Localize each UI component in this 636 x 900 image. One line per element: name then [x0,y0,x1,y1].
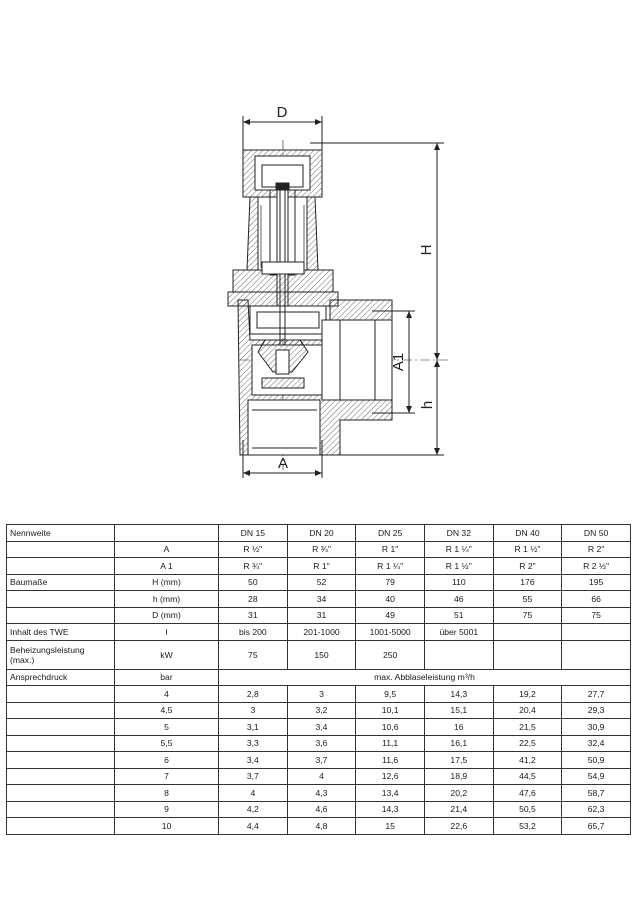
table-cell [7,702,115,719]
value-cell: 79 [356,574,425,591]
value-cell [424,640,493,669]
value-cell [562,640,631,669]
value-cell: 3,7 [287,752,356,769]
value-cell: 22,5 [493,735,562,752]
value-cell: R 1 ½" [424,558,493,575]
pressure-row [7,702,631,719]
dimension-row [7,591,631,608]
dimension-row [7,558,631,575]
value-cell: 17,5 [424,752,493,769]
table-cell [7,719,115,736]
bar-cell: 7 [115,768,219,785]
pressure-header-row [7,669,631,686]
value-cell: 3,1 [219,719,288,736]
value-cell: 1001-5000 [356,624,425,641]
bar-cell: 9 [115,801,219,818]
value-cell: 3 [287,686,356,703]
value-cell: 62,3 [562,801,631,818]
unit-cell: l [115,624,219,641]
value-cell: 2,8 [219,686,288,703]
twe-label: Inhalt des TWE [7,624,115,641]
value-cell: 14,3 [424,686,493,703]
dimension-label-d: D [276,104,288,121]
unit-cell: kW [115,640,219,669]
bar-cell: 5 [115,719,219,736]
value-cell: 58,7 [562,785,631,802]
value-cell: 3,3 [219,735,288,752]
value-cell: 19,2 [493,686,562,703]
value-cell [493,624,562,641]
value-cell: 3,6 [287,735,356,752]
table-cell [7,558,115,575]
value-cell: R 1 ½" [493,541,562,558]
dimension-label-a1: A1 [390,352,407,372]
value-cell: 18,9 [424,768,493,785]
pressure-row [7,768,631,785]
value-cell: R ¾" [287,541,356,558]
value-cell: 52 [287,574,356,591]
dimension-row [7,574,631,591]
value-cell: 21,4 [424,801,493,818]
value-cell: 75 [562,607,631,624]
value-cell: 22,6 [424,818,493,835]
value-cell: 34 [287,591,356,608]
value-cell: 4,2 [219,801,288,818]
value-cell: 12,6 [356,768,425,785]
column-header: DN 20 [287,525,356,542]
value-cell: 176 [493,574,562,591]
value-cell: 20,4 [493,702,562,719]
value-cell: 110 [424,574,493,591]
value-cell: 150 [287,640,356,669]
pressure-row [7,801,631,818]
value-cell: 16 [424,719,493,736]
value-cell: R 1" [356,541,425,558]
value-cell: 50,9 [562,752,631,769]
value-cell: 50,5 [493,801,562,818]
value-cell: 13,4 [356,785,425,802]
value-cell: 3,4 [219,752,288,769]
value-cell: 66 [562,591,631,608]
value-cell: 3,4 [287,719,356,736]
pressure-row [7,818,631,835]
value-cell: 9,5 [356,686,425,703]
table-cell [7,785,115,802]
value-cell: 4,3 [287,785,356,802]
value-cell: 250 [356,640,425,669]
value-cell: 16,1 [424,735,493,752]
unit-cell: D (mm) [115,607,219,624]
value-cell: 55 [493,591,562,608]
table-cell [7,752,115,769]
value-cell: über 5001 [424,624,493,641]
value-cell: R 2" [562,541,631,558]
bar-cell: 10 [115,818,219,835]
value-cell: 21,5 [493,719,562,736]
dimension-label-h-small: h [419,400,436,410]
table-cell [7,801,115,818]
value-cell: 3,7 [219,768,288,785]
pressure-row [7,735,631,752]
value-cell: 51 [424,607,493,624]
baumasse-label: Baumaße [7,574,115,591]
unit-cell: h (mm) [115,591,219,608]
value-cell: 15,1 [424,702,493,719]
value-cell: 28 [219,591,288,608]
value-cell: 29,3 [562,702,631,719]
value-cell: 53,2 [493,818,562,835]
value-cell: R 2" [493,558,562,575]
value-cell: 65,7 [562,818,631,835]
value-cell: 41,2 [493,752,562,769]
table-cell [115,525,219,542]
unit-cell: A [115,541,219,558]
value-cell: 10,1 [356,702,425,719]
value-cell: 4 [287,768,356,785]
value-cell: 31 [219,607,288,624]
bar-cell: 4 [115,686,219,703]
value-cell: 75 [219,640,288,669]
twe-row [7,624,631,641]
value-cell: 195 [562,574,631,591]
column-header: DN 15 [219,525,288,542]
column-header: DN 32 [424,525,493,542]
value-cell: 11,1 [356,735,425,752]
nennweite-label: Nennweite [7,525,115,542]
value-cell: 3 [219,702,288,719]
value-cell: 75 [493,607,562,624]
value-cell: 44,5 [493,768,562,785]
value-cell: R 1 ¼" [424,541,493,558]
value-cell: 10,6 [356,719,425,736]
table-cell [7,607,115,624]
column-header: DN 25 [356,525,425,542]
value-cell: 15 [356,818,425,835]
bar-cell: 4,5 [115,702,219,719]
value-cell: 46 [424,591,493,608]
table-cell [7,818,115,835]
value-cell: 4,6 [287,801,356,818]
value-cell: 201-1000 [287,624,356,641]
bar-cell: 5,5 [115,735,219,752]
value-cell: 50 [219,574,288,591]
value-cell: 4 [219,785,288,802]
value-cell: 27,7 [562,686,631,703]
unit-cell: bar [115,669,219,686]
value-cell: R 2 ½" [562,558,631,575]
table-cell [7,541,115,558]
dimension-row [7,541,631,558]
value-cell: R ¾" [219,558,288,575]
value-cell: 40 [356,591,425,608]
pressure-row [7,785,631,802]
table-cell [7,735,115,752]
table-cell [7,768,115,785]
column-header: DN 40 [493,525,562,542]
bar-cell: 8 [115,785,219,802]
value-cell: 47,6 [493,785,562,802]
specification-table-body [7,525,631,835]
power-row [7,640,631,669]
value-cell: 20,2 [424,785,493,802]
value-cell: 30,9 [562,719,631,736]
dimension-label-h-total: H [418,244,435,256]
value-cell: 4,8 [287,818,356,835]
value-cell: 4,4 [219,818,288,835]
dimension-label-a: A [277,455,289,472]
value-cell: 49 [356,607,425,624]
pressure-row [7,719,631,736]
value-cell: 3,2 [287,702,356,719]
power-label: Beheizungsleistung (max.) [7,640,115,669]
unit-cell: A 1 [115,558,219,575]
value-cell: 31 [287,607,356,624]
value-cell: R 1" [287,558,356,575]
table-cell [7,686,115,703]
specification-table [6,524,631,835]
unit-cell: H (mm) [115,574,219,591]
pressure-row [7,752,631,769]
table-cell [7,591,115,608]
table-header-row [7,525,631,542]
column-header: DN 50 [562,525,631,542]
ansprechdruck-label: Ansprechdruck [7,669,115,686]
value-cell: bis 200 [219,624,288,641]
abblaseleistung-header: max. Abblaseleistung m³/h [219,669,631,686]
value-cell: 32,4 [562,735,631,752]
dimension-row [7,607,631,624]
value-cell [562,624,631,641]
value-cell: 11,6 [356,752,425,769]
value-cell: 14,3 [356,801,425,818]
value-cell: R 1 ¼" [356,558,425,575]
value-cell: 54,9 [562,768,631,785]
value-cell [493,640,562,669]
value-cell: R ½" [219,541,288,558]
pressure-row [7,686,631,703]
bar-cell: 6 [115,752,219,769]
